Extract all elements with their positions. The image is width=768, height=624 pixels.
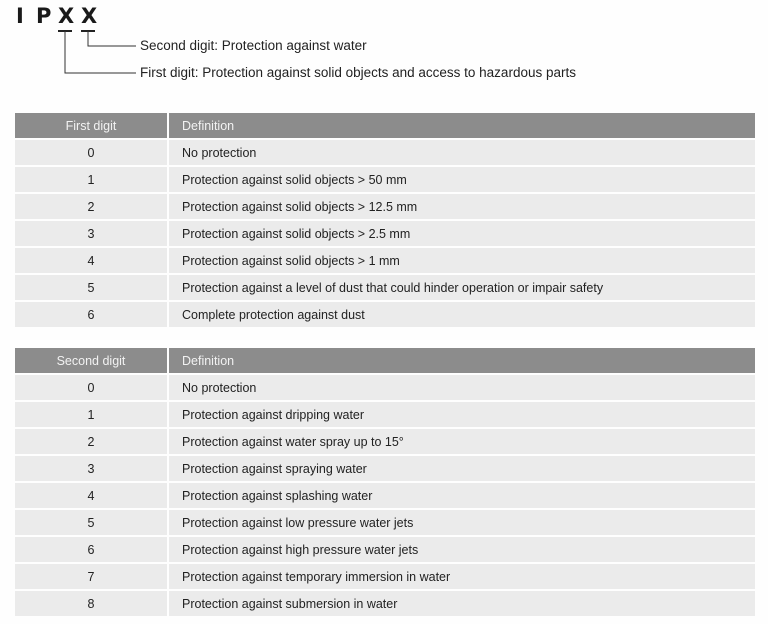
definition-cell: Protection against solid objects > 2.5 mm <box>169 219 755 246</box>
definition-cell: No protection <box>169 138 755 165</box>
digit-cell: 2 <box>15 427 169 454</box>
definition-cell: Protection against spraying water <box>169 454 755 481</box>
digit-cell: 4 <box>15 481 169 508</box>
second-digit-legend: Second digit: Protection against water <box>140 38 367 53</box>
digit-cell: 4 <box>15 246 169 273</box>
digit-cell: 1 <box>15 400 169 427</box>
digit-cell: 0 <box>15 138 169 165</box>
digit-cell: 6 <box>15 300 169 327</box>
table-row <box>15 508 755 535</box>
table-row <box>15 219 755 246</box>
table-row <box>15 562 755 589</box>
column-header-second-digit: Second digit <box>15 348 169 373</box>
ip-letter-i: I <box>16 4 24 28</box>
table-row <box>15 427 755 454</box>
definition-cell: No protection <box>169 373 755 400</box>
definition-cell: Protection against solid objects > 1 mm <box>169 246 755 273</box>
legend-connector-lines <box>0 0 768 100</box>
definition-cell: Protection against water spray up to 15° <box>169 427 755 454</box>
digit-cell: 5 <box>15 273 169 300</box>
definition-cell: Protection against low pressure water jets <box>169 508 755 535</box>
first-digit-table <box>15 113 755 327</box>
table-row <box>15 400 755 427</box>
digit-cell: 2 <box>15 192 169 219</box>
table-header-row <box>15 348 755 373</box>
definition-cell: Protection against dripping water <box>169 400 755 427</box>
table-row <box>15 165 755 192</box>
digit-cell: 0 <box>15 373 169 400</box>
definition-cell: Protection against high pressure water jets <box>169 535 755 562</box>
second-digit-connector <box>88 31 136 46</box>
definition-cell: Protection against temporary immersion in water <box>169 562 755 589</box>
table-row <box>15 535 755 562</box>
table-row <box>15 246 755 273</box>
digit-cell: 1 <box>15 165 169 192</box>
table-row <box>15 300 755 327</box>
table-row <box>15 138 755 165</box>
table-row <box>15 589 755 616</box>
second-digit-table <box>15 348 755 616</box>
first-digit-connector <box>65 31 136 73</box>
digit-cell: 3 <box>15 454 169 481</box>
definition-cell: Protection against solid objects > 50 mm <box>169 165 755 192</box>
digit-cell: 7 <box>15 562 169 589</box>
table-row <box>15 373 755 400</box>
ip-letter-p: P <box>36 4 52 28</box>
table-row <box>15 481 755 508</box>
first-digit-legend: First digit: Protection against solid objects and access to hazardous parts <box>140 65 576 80</box>
definition-cell: Protection against a level of dust that could hinder operation or impair safety <box>169 273 755 300</box>
table-row <box>15 273 755 300</box>
definition-cell: Protection against solid objects > 12.5 mm <box>169 192 755 219</box>
definition-cell: Protection against splashing water <box>169 481 755 508</box>
table-row <box>15 454 755 481</box>
column-header-first-digit: First digit <box>15 113 169 138</box>
ip-letter-second-x: X <box>81 4 98 28</box>
table-row <box>15 192 755 219</box>
ip-letter-first-x: X <box>58 4 75 28</box>
digit-cell: 6 <box>15 535 169 562</box>
column-header-definition: Definition <box>169 113 755 138</box>
digit-cell: 3 <box>15 219 169 246</box>
definition-cell: Protection against submersion in water <box>169 589 755 616</box>
definition-cell: Complete protection against dust <box>169 300 755 327</box>
table-header-row <box>15 113 755 138</box>
digit-cell: 8 <box>15 589 169 616</box>
column-header-definition: Definition <box>169 348 755 373</box>
digit-cell: 5 <box>15 508 169 535</box>
